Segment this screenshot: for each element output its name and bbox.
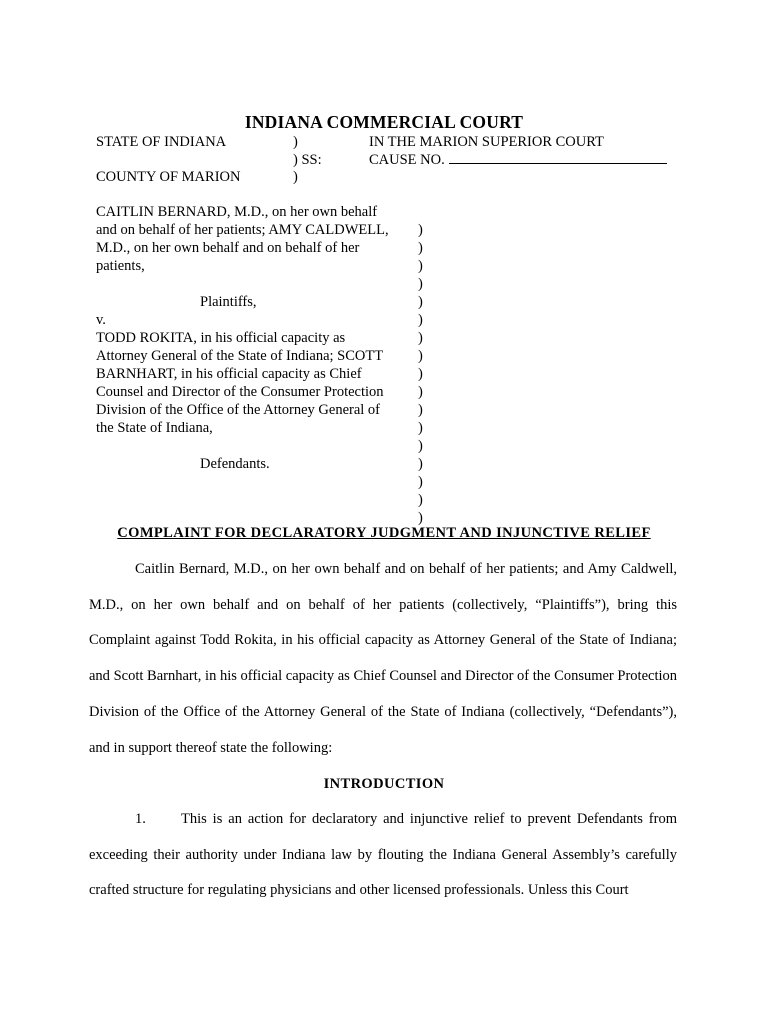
caption-paren: )	[418, 258, 423, 274]
plaintiff-line: CAITLIN BERNARD, M.D., on her own behalf	[96, 204, 378, 220]
caption-paren: )	[418, 240, 423, 256]
caption-paren: )	[418, 438, 423, 454]
defendant-line: Division of the Office of the Attorney General of	[96, 402, 381, 418]
plaintiffs-label: Plaintiffs,	[200, 294, 257, 310]
caption-spacer	[96, 437, 408, 455]
caption-paren: )	[418, 330, 423, 346]
venue-paren-ss: ) SS:	[293, 152, 322, 168]
caption-paren: )	[418, 276, 423, 292]
cause-number	[369, 151, 667, 169]
caption-paren: )	[418, 384, 423, 400]
venue-paren-3: )	[293, 169, 298, 185]
paragraph-1	[89, 802, 677, 909]
plaintiff-line: and on behalf of her patients; AMY CALDWELL,	[96, 222, 389, 238]
caption-parentheses	[418, 221, 423, 527]
caption-paren: )	[418, 294, 423, 310]
plaintiff-line: patients,	[96, 258, 145, 274]
defendant-line: BARNHART, in his official capacity as Chief	[96, 366, 362, 382]
caption-paren: )	[418, 456, 423, 472]
caption-paren: )	[418, 492, 423, 508]
venue-state: STATE OF INDIANA	[96, 134, 227, 150]
venue-court: IN THE MARION SUPERIOR COURT	[369, 134, 604, 150]
caption-paren: )	[418, 348, 423, 364]
cause-number-blank	[449, 151, 667, 164]
intro-paragraph: Caitlin Bernard, M.D., on her own behalf and on behalf of her patients; and Amy Caldwell, M.D., on her own behalf and on behalf of her patients (collectively, “Plaintiffs”), bring this Complaint against Todd Rokita, in his official capacity as Attorney General of the State of Indiana; and Scott Barnhart, in his official capacity as Chief Counsel and Director of the Consumer Protection Division of the Office of the Attorney General of the State of Indiana (collectively, “Defendants”), and in support thereof state the following:	[89, 561, 677, 756]
defendant-line: the State of Indiana,	[96, 420, 213, 436]
defendant-line: TODD ROKITA, in his official capacity as	[96, 330, 346, 346]
defendant-line: Attorney General of the State of Indiana; SCOTT	[96, 348, 384, 364]
complaint-heading: COMPLAINT FOR DECLARATORY JUDGMENT AND INJUNCTIVE RELIEF	[117, 525, 651, 541]
paragraph-text: This is an action for declaratory and injunctive relief to prevent Defendants from exceeding their authority under Indiana law by flouting the Indiana General Assembly’s carefully crafted structure for regulating physicians and other licensed professionals. Unless this Court	[89, 811, 677, 899]
court-title: INDIANA COMMERCIAL COURT	[244, 112, 524, 132]
venue-county: COUNTY OF MARION	[96, 169, 241, 185]
versus-label: v.	[96, 312, 106, 328]
venue-paren-1: )	[293, 134, 298, 150]
paragraph-number: 1.	[135, 811, 146, 827]
caption-paren: )	[418, 510, 423, 526]
case-caption	[96, 203, 408, 473]
caption-paren: )	[418, 474, 423, 490]
cause-label: CAUSE NO.	[369, 152, 445, 168]
caption-paren: )	[418, 402, 423, 418]
caption-paren: )	[418, 312, 423, 328]
caption-paren: )	[418, 222, 423, 238]
introduction-heading: INTRODUCTION	[323, 776, 445, 792]
plaintiff-line: M.D., on her own behalf and on behalf of her	[96, 240, 360, 256]
caption-spacer	[96, 275, 408, 293]
defendants-label: Defendants.	[200, 456, 270, 472]
caption-paren: )	[418, 366, 423, 382]
defendant-line: Counsel and Director of the Consumer Protection	[96, 384, 384, 400]
caption-paren: )	[418, 420, 423, 436]
